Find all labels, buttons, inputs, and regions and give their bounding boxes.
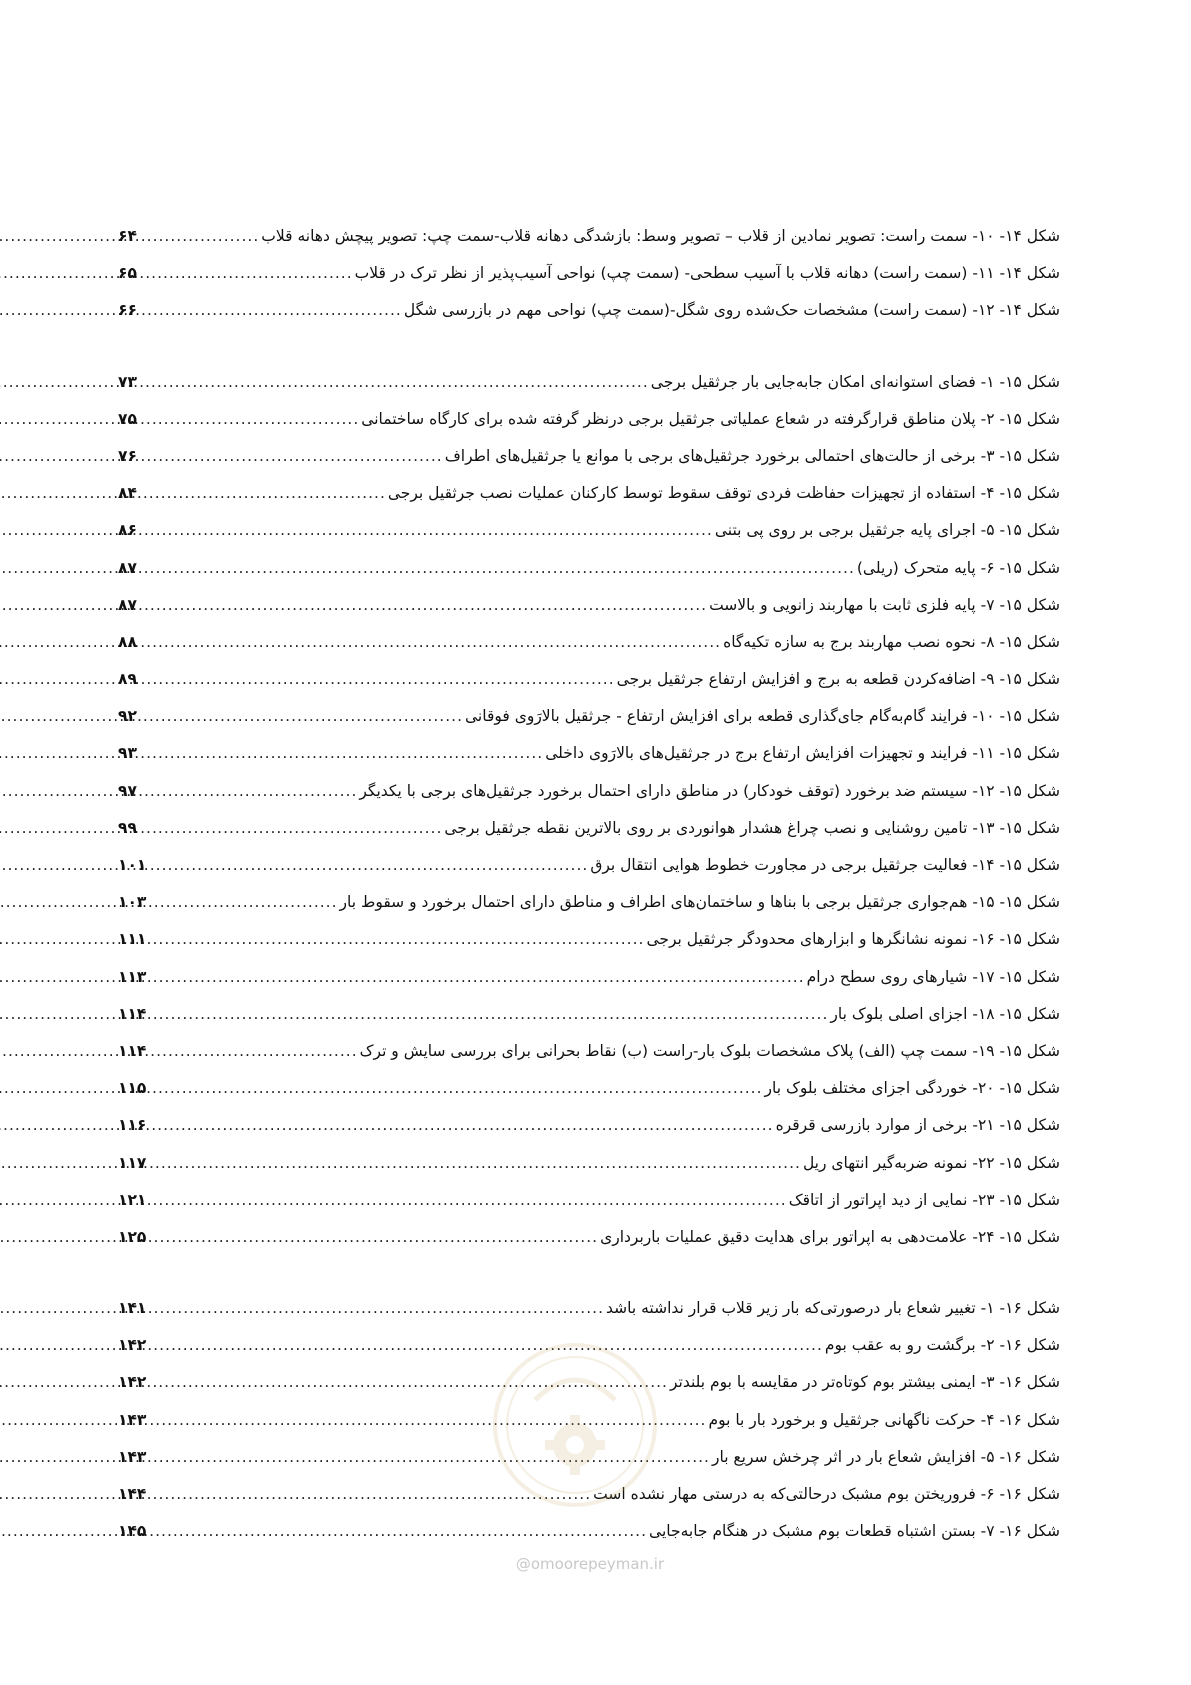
figure-title: شکل ۱۵- ۲۴- علامت‌دهی به اپراتور برای هدایت دقیق عملیات باربرداری: [600, 1227, 1060, 1246]
page-number: ۸۹: [118, 670, 137, 689]
dot-leader: [148, 921, 644, 958]
figure-title: شکل ۱۵- ۷- پایه فلزی ثابت با مهاربند زانویی و بالاست: [709, 595, 1060, 614]
dot-leader: [139, 438, 443, 475]
page-number: ۱۲۱: [118, 1190, 147, 1209]
dot-leader: [148, 884, 337, 921]
dot-leader: [148, 1107, 773, 1144]
dot-leader: [139, 587, 707, 624]
list-item[interactable]: [118, 1476, 1060, 1513]
dot-leader: [139, 292, 402, 329]
list-item[interactable]: [118, 959, 1060, 996]
figure-group-chapter-16: [118, 1290, 1060, 1550]
list-item[interactable]: [118, 1107, 1060, 1144]
list-item[interactable]: [118, 1439, 1060, 1476]
dot-leader: [148, 1290, 604, 1327]
figure-title: شکل ۱۵- ۱۸- اجزای اصلی بلوک بار: [830, 1004, 1060, 1023]
dot-leader: [148, 1402, 706, 1439]
list-item[interactable]: [118, 735, 1060, 772]
list-item[interactable]: [118, 1402, 1060, 1439]
dot-leader: [139, 401, 359, 438]
dot-leader: [148, 1513, 647, 1550]
list-item[interactable]: [118, 1364, 1060, 1401]
figure-title: شکل ۱۶- ۱- تغییر شعاع بار درصورتی‌که بار زیر قلاب قرار نداشته باشد: [606, 1299, 1060, 1318]
list-item[interactable]: [118, 810, 1060, 847]
page-number: ۱۱۴: [118, 1004, 147, 1023]
figure-title: شکل ۱۴- ۱۰- سمت راست: تصویر نمادین از قلاب – تصویر وسط: بازشدگی دهانه قلاب-سمت چپ: تصویر پیچش دهانه قلاب: [261, 227, 1060, 245]
dot-leader: [148, 1145, 801, 1182]
figure-title: شکل ۱۵- ۱۹- سمت چپ (الف) پلاک مشخصات بلوک بار-راست (ب) نقاط بحرانی برای بررسی سایش و ترک: [359, 1041, 1060, 1060]
figure-title: شکل ۱۵- ۲۰- خوردگی اجزای مختلف بلوک بار: [764, 1079, 1060, 1098]
dot-leader: [148, 1033, 357, 1070]
page-number: ۱۴۴: [118, 1485, 147, 1503]
page-number: ۱۱۶: [118, 1116, 147, 1135]
dot-leader: [139, 698, 463, 735]
page-number: ۶۴: [118, 227, 137, 245]
figure-title: شکل ۱۵- ۱۴- فعالیت جرثقیل برجی در مجاورت خطوط هوایی انتقال برق: [590, 856, 1060, 874]
dot-leader: [148, 1439, 710, 1476]
page-number: ۹۷: [118, 781, 137, 800]
dot-leader: [139, 218, 259, 255]
figure-title: شکل ۱۵- ۱- فضای استوانه‌ای امکان جابه‌جایی بار جرثقیل برجی: [650, 372, 1060, 391]
figure-title: شکل ۱۶- ۳- ایمنی بیشتر بوم کوتاه‌تر در مقایسه با بوم بلندتر: [669, 1373, 1060, 1392]
figure-title: شکل ۱۵- ۹- اضافه‌کردن قطعه به برج و افزایش ارتفاع جرثقیل برجی: [616, 670, 1060, 689]
page-number: ۱۲۵: [118, 1227, 147, 1246]
figure-group-chapter-14: [118, 218, 1060, 330]
list-item[interactable]: [118, 1327, 1060, 1364]
page-number: ۱۴۱: [118, 1299, 147, 1318]
figure-title: شکل ۱۵- ۱۶- نمونه نشانگرها و ابزارهای محدودگر جرثقیل برجی: [646, 930, 1060, 949]
list-item[interactable]: [118, 1219, 1060, 1256]
list-item[interactable]: [118, 438, 1060, 475]
dot-leader: [139, 364, 649, 401]
figure-title: شکل ۱۶- ۶- فروریختن بوم مشبک درحالتی‌که به درستی مهار نشده است: [593, 1485, 1060, 1503]
list-item[interactable]: [118, 1070, 1060, 1107]
page-number: ۹۲: [118, 707, 137, 726]
dot-leader: [148, 1219, 598, 1256]
dot-leader: [139, 810, 442, 847]
dot-leader: [148, 996, 828, 1033]
page-number: ۸۶: [118, 521, 137, 540]
figure-title: شکل ۱۵- ۱۳- تامین روشنایی و نصب چراغ هشدار هوانوردی بر روی بالاترین نقطه جرثقیل برجی: [444, 818, 1060, 837]
dot-leader: [139, 735, 543, 772]
list-item[interactable]: [118, 550, 1060, 587]
figure-title: شکل ۱۵- ۲۳- نمایی از دید اپراتور از اتاقک: [788, 1190, 1060, 1209]
dot-leader: [139, 550, 855, 587]
figure-title: شکل ۱۵- ۱۰- فرایند گام‌به‌گام جای‌گذاری قطعه برای افزایش ارتفاع - جرثقیل بالارَوی فوقانی: [465, 707, 1060, 726]
list-item[interactable]: [118, 698, 1060, 735]
page-number: ۱۴۳: [118, 1447, 147, 1466]
list-item[interactable]: [118, 292, 1060, 329]
dot-leader: [139, 773, 357, 810]
list-item[interactable]: [118, 255, 1060, 292]
list-item[interactable]: [118, 1513, 1060, 1550]
dot-leader: [148, 1476, 591, 1513]
page-number: ۱۴۳: [118, 1410, 147, 1429]
page-number: ۱۰۱: [118, 856, 147, 874]
page-number: ۸۴: [118, 484, 137, 503]
figure-title: شکل ۱۶- ۴- حرکت ناگهانی جرثقیل و برخورد بار با بوم: [708, 1410, 1060, 1429]
page-number: ۷۶: [118, 446, 137, 465]
dot-leader: [139, 475, 386, 512]
figure-title: شکل ۱۵- ۶- پایه متحرک (ریلی): [856, 558, 1060, 577]
list-item[interactable]: [118, 1033, 1060, 1070]
list-of-figures: [118, 218, 1060, 1550]
list-item[interactable]: [118, 847, 1060, 884]
page-number: ۱۴۲: [118, 1373, 147, 1392]
dot-leader: [148, 1327, 823, 1364]
list-item[interactable]: [118, 1290, 1060, 1327]
dot-leader: [148, 1182, 786, 1219]
dot-leader: [148, 1070, 762, 1107]
list-item[interactable]: [118, 624, 1060, 661]
figure-title: شکل ۱۵- ۲- پلان مناطق قرارگرفته در شعاع عملیاتی جرثقیل برجی درنظر گرفته شده برای کارگاه ساختمانی: [361, 409, 1060, 428]
figure-title: شکل ۱۵- ۱۱- فرایند و تجهیزات افزایش ارتفاع برج در جرثقیل‌های بالارَوی داخلی: [545, 744, 1060, 763]
figure-title: شکل ۱۵- ۵- اجرای پایه جرثقیل برجی بر روی پی بتنی: [714, 521, 1060, 540]
page-number: ۶۶: [118, 301, 137, 320]
figure-title: شکل ۱۶- ۵- افزایش شعاع بار در اثر چرخش سریع بار: [711, 1447, 1060, 1466]
dot-leader: [139, 255, 353, 292]
list-item[interactable]: [118, 401, 1060, 438]
page-number: ۱۱۱: [118, 930, 147, 949]
figure-group-chapter-15: [118, 364, 1060, 1257]
figure-title: شکل ۱۴- ۱۱- (سمت راست) دهانه قلاب با آسیب سطحی- (سمت چپ) نواحی آسیب‌پذیر از نظر ترک در قلاب: [354, 264, 1060, 283]
figure-title: شکل ۱۵- ۱۲- سیستم ضد برخورد (توقف خودکار) در مناطق دارای احتمال برخورد جرثقیل‌های برجی با یکدیگر: [359, 781, 1060, 800]
page-number: ۱۱۴: [118, 1041, 147, 1060]
dot-leader: [139, 624, 721, 661]
figure-title: شکل ۱۵- ۱۵- هم‌جواری جرثقیل برجی با بناها و ساختمان‌های اطراف و مناطق دارای احتمال برخورد و سقوط بار: [339, 893, 1060, 912]
figure-title: شکل ۱۴- ۱۲- (سمت راست) مشخصات حک‌شده روی شگل-(سمت چپ) نواحی مهم در بازرسی شگل: [403, 301, 1060, 320]
dot-leader: [139, 512, 713, 549]
list-item[interactable]: [118, 773, 1060, 810]
dot-leader: [148, 959, 804, 996]
page-number: ۱۱۵: [118, 1079, 147, 1098]
figure-title: شکل ۱۵- ۲۲- نمونه ضربه‌گیر انتهای ریل: [802, 1153, 1060, 1172]
page-number: ۷۵: [118, 409, 137, 428]
figure-title: شکل ۱۶- ۲- برگشت رو به عقب بوم: [824, 1336, 1060, 1355]
watermark-url: @omoorepeyman.ir: [515, 1555, 665, 1573]
list-item[interactable]: [118, 512, 1060, 549]
page-number: ۱۱۷: [118, 1153, 147, 1172]
figure-title: شکل ۱۵- ۴- استفاده از تجهیزات حفاظت فردی توقف سقوط توسط کارکنان عملیات نصب جرثقیل برجی: [387, 484, 1060, 503]
list-item[interactable]: [118, 1145, 1060, 1182]
page-number: ۱۴۲: [118, 1336, 147, 1355]
figure-title: شکل ۱۵- ۸- نحوه نصب مهاربند برج به سازه تکیه‌گاه: [723, 632, 1060, 651]
page-number: ۱۰۳: [118, 893, 147, 912]
page-number: ۶۵: [118, 264, 137, 283]
dot-leader: [139, 661, 615, 698]
page-number: ۱۴۵: [118, 1522, 147, 1541]
page-number: ۸۷: [118, 558, 137, 577]
list-item[interactable]: [118, 661, 1060, 698]
page-number: ۷۳: [118, 372, 137, 391]
figure-title: شکل ۱۵- ۲۱- برخی از موارد بازرسی قرقره: [775, 1116, 1060, 1135]
figure-title: شکل ۱۵- ۳- برخی از حالت‌های احتمالی برخورد جرثقیل‌های برجی با موانع یا جرثقیل‌های اطراف: [444, 446, 1060, 465]
list-item[interactable]: [118, 921, 1060, 958]
page-number: ۹۹: [118, 818, 137, 837]
list-item[interactable]: [118, 364, 1060, 401]
list-item[interactable]: [118, 996, 1060, 1033]
page-number: ۸۸: [118, 632, 137, 651]
figure-title: شکل ۱۶- ۷- بستن اشتباه قطعات بوم مشبک در هنگام جابه‌جایی: [649, 1522, 1060, 1541]
list-item[interactable]: [118, 218, 1060, 255]
list-item[interactable]: [118, 587, 1060, 624]
figure-title: شکل ۱۵- ۱۷- شیارهای روی سطح درام: [806, 967, 1060, 986]
page-number: ۱۱۳: [118, 967, 147, 986]
list-item[interactable]: [118, 475, 1060, 512]
list-item[interactable]: [118, 1182, 1060, 1219]
list-item[interactable]: [118, 884, 1060, 921]
page-number: ۹۳: [118, 744, 137, 763]
dot-leader: [148, 847, 588, 884]
page-number: ۸۷: [118, 595, 137, 614]
dot-leader: [148, 1364, 668, 1401]
